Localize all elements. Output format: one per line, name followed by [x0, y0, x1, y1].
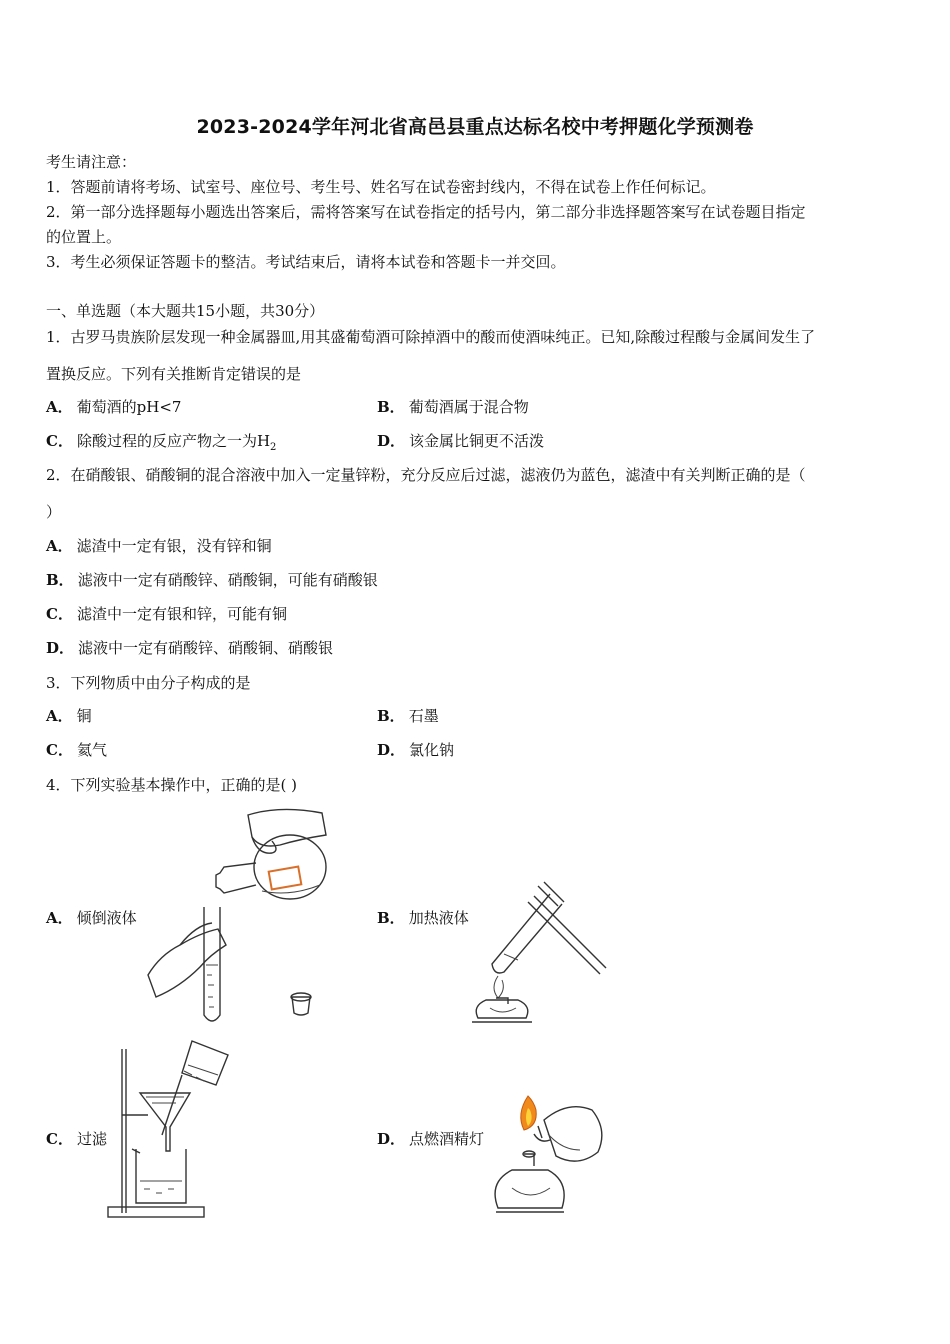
q3-option-b[interactable]: B． 石墨 — [377, 707, 439, 725]
question-4-stem: 4．下列实验基本操作中，正确的是( ) — [46, 776, 298, 794]
notice-heading: 考生请注意： — [46, 153, 137, 171]
q2-option-d[interactable]: D． 滤液中一定有硝酸锌、硝酸铜、硝酸银 — [46, 639, 334, 657]
q4-option-a[interactable]: A． 倾倒液体 — [46, 909, 137, 927]
q4-option-c[interactable]: C． 过滤 — [46, 1130, 107, 1148]
filtration-illustration — [100, 1035, 250, 1225]
q1-option-a[interactable]: A． 葡萄酒的pH<7 — [46, 398, 182, 416]
notice-item: 2．第一部分选择题每小题选出答案后，需将答案写在试卷指定的括号内，第二部分非选择题答案写在试卷题目指定 — [46, 203, 806, 221]
q1-option-d[interactable]: D． 该金属比铜更不活泼 — [377, 432, 545, 450]
q1-option-c[interactable]: C． 除酸过程的反应产物之一为$H_2$ — [46, 432, 277, 453]
q3-option-c[interactable]: C． 氦气 — [46, 741, 107, 759]
page-title: 2023-2024学年河北省高邑县重点达标名校中考押题化学预测卷 — [196, 116, 754, 138]
pouring-liquid-illustration — [140, 805, 340, 1030]
notice-item: 3．考生必须保证答题卡的整洁。考试结束后，请将本试卷和答题卡一并交回。 — [46, 253, 566, 271]
q1-option-b[interactable]: B． 葡萄酒属于混合物 — [377, 398, 529, 416]
q3-option-a[interactable]: A． 铜 — [46, 707, 92, 725]
section-heading: 一、单选题（本大题共15小题，共30分） — [46, 302, 325, 320]
q3-option-d[interactable]: D． 氯化钠 — [377, 741, 455, 759]
q2-option-c[interactable]: C． 滤渣中一定有银和锌，可能有铜 — [46, 605, 287, 623]
q4-option-b[interactable]: B． 加热液体 — [377, 909, 469, 927]
q2-option-b[interactable]: B． 滤液中一定有硝酸锌、硝酸铜，可能有硝酸银 — [46, 571, 378, 589]
lighting-alcohol-lamp-illustration — [488, 1090, 612, 1222]
notice-item: 的位置上。 — [46, 228, 122, 246]
q2-option-a[interactable]: A． 滤渣中一定有银，没有锌和铜 — [46, 537, 272, 555]
notice-item: 1．答题前请将考场、试室号、座位号、考生号、姓名写在试卷密封线内，不得在试卷上作任何标记。 — [46, 178, 716, 196]
question-2-stem-cont: ） — [46, 503, 62, 521]
question-1-stem: 1．古罗马贵族阶层发现一种金属器皿,用其盛葡萄酒可除掉酒中的酸而使酒味纯正。已知,除酸过程酸与金属间发生了 — [46, 328, 816, 346]
question-3-stem: 3．下列物质中由分子构成的是 — [46, 674, 251, 692]
heating-liquid-illustration — [468, 880, 608, 1030]
question-1-stem-cont: 置换反应。下列有关推断肯定错误的是 — [46, 365, 302, 383]
q4-option-d[interactable]: D． 点燃酒精灯 — [377, 1130, 485, 1148]
question-2-stem: 2．在硝酸银、硝酸铜的混合溶液中加入一定量锌粉，充分反应后过滤，滤液仍为蓝色，滤渣中有关判断正确的是（ — [46, 466, 806, 484]
